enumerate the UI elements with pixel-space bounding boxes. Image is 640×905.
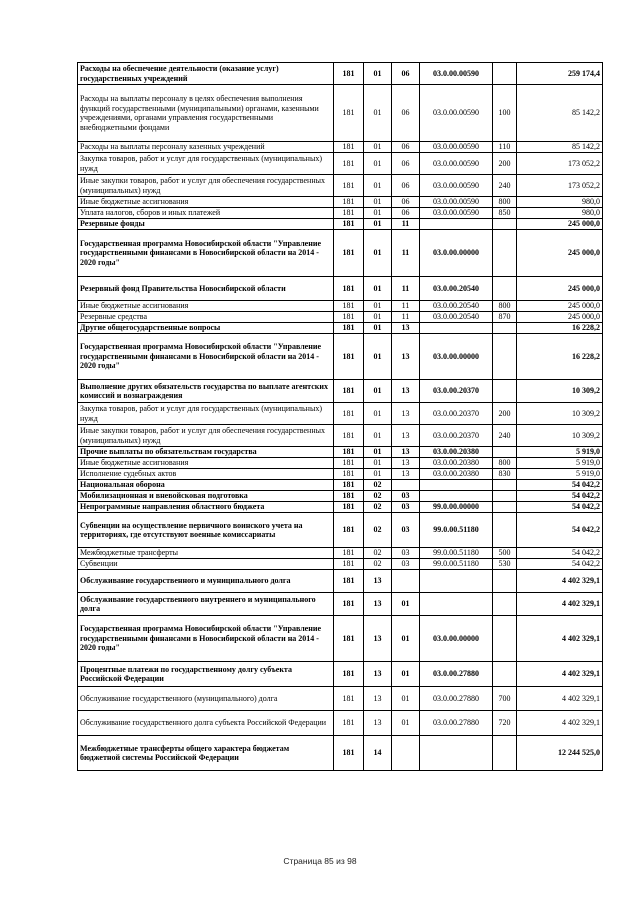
row-section-cell: 13 bbox=[364, 616, 392, 662]
row-subsection-cell: 13 bbox=[392, 334, 420, 380]
row-grbs-cell: 181 bbox=[334, 687, 364, 711]
row-subsection-cell: 11 bbox=[392, 277, 420, 301]
row-grbs-cell: 181 bbox=[334, 548, 364, 559]
row-subsection-cell: 01 bbox=[392, 662, 420, 687]
row-target-article-cell: 03.0.00.27880 bbox=[420, 711, 493, 736]
row-grbs-cell: 181 bbox=[334, 175, 364, 197]
table-row bbox=[78, 548, 603, 559]
row-name-cell: Иные бюджетные ассигнования bbox=[78, 458, 334, 469]
row-target-article-cell bbox=[420, 491, 493, 502]
table-row bbox=[78, 559, 603, 570]
table-row bbox=[78, 616, 603, 662]
row-section-cell: 01 bbox=[364, 85, 392, 142]
row-subsection-cell: 13 bbox=[392, 458, 420, 469]
row-name-cell: Исполнение судебных актов bbox=[78, 469, 334, 480]
row-name-cell: Выполнение других обязательств государства по выплате агентских комиссий и вознаграждения bbox=[78, 380, 334, 403]
row-expense-type-cell bbox=[493, 616, 517, 662]
row-name-cell: Национальная оборона bbox=[78, 480, 334, 491]
row-amount-cell: 980,0 bbox=[517, 197, 603, 208]
row-expense-type-cell bbox=[493, 736, 517, 771]
row-section-cell: 02 bbox=[364, 559, 392, 570]
row-expense-type-cell: 850 bbox=[493, 208, 517, 219]
row-section-cell: 13 bbox=[364, 711, 392, 736]
row-expense-type-cell bbox=[493, 447, 517, 458]
row-name-cell: Межбюджетные трансферты bbox=[78, 548, 334, 559]
row-grbs-cell: 181 bbox=[334, 736, 364, 771]
row-section-cell: 01 bbox=[364, 197, 392, 208]
row-target-article-cell: 03.0.00.00000 bbox=[420, 334, 493, 380]
row-subsection-cell: 06 bbox=[392, 208, 420, 219]
row-grbs-cell: 181 bbox=[334, 491, 364, 502]
table-row bbox=[78, 502, 603, 513]
row-target-article-cell: 03.0.00.20380 bbox=[420, 458, 493, 469]
table-row bbox=[78, 458, 603, 469]
row-section-cell: 01 bbox=[364, 230, 392, 277]
row-amount-cell: 5 919,0 bbox=[517, 447, 603, 458]
row-subsection-cell: 01 bbox=[392, 687, 420, 711]
row-section-cell: 02 bbox=[364, 480, 392, 491]
row-section-cell: 01 bbox=[364, 425, 392, 447]
row-amount-cell: 4 402 329,1 bbox=[517, 570, 603, 593]
row-subsection-cell: 13 bbox=[392, 323, 420, 334]
row-section-cell: 14 bbox=[364, 736, 392, 771]
row-target-article-cell: 99.0.00.51180 bbox=[420, 548, 493, 559]
row-target-article-cell: 03.0.00.20380 bbox=[420, 469, 493, 480]
row-grbs-cell: 181 bbox=[334, 153, 364, 175]
row-target-article-cell: 03.0.00.00590 bbox=[420, 208, 493, 219]
row-name-cell: Обслуживание государственного внутреннего и муниципального долга bbox=[78, 593, 334, 616]
row-grbs-cell: 181 bbox=[334, 312, 364, 323]
row-subsection-cell: 06 bbox=[392, 197, 420, 208]
row-expense-type-cell bbox=[493, 277, 517, 301]
table-row bbox=[78, 230, 603, 277]
row-target-article-cell: 03.0.00.27880 bbox=[420, 687, 493, 711]
budget-table-body bbox=[78, 63, 603, 771]
row-expense-type-cell bbox=[493, 662, 517, 687]
row-name-cell: Межбюджетные трансферты общего характера бюджетам бюджетной системы Российской Федерации bbox=[78, 736, 334, 771]
row-amount-cell: 245 000,0 bbox=[517, 301, 603, 312]
row-grbs-cell: 181 bbox=[334, 458, 364, 469]
table-row bbox=[78, 334, 603, 380]
table-row bbox=[78, 219, 603, 230]
row-amount-cell: 245 000,0 bbox=[517, 277, 603, 301]
row-name-cell: Уплата налогов, сборов и иных платежей bbox=[78, 208, 334, 219]
row-amount-cell: 245 000,0 bbox=[517, 230, 603, 277]
row-grbs-cell: 181 bbox=[334, 447, 364, 458]
row-expense-type-cell bbox=[493, 570, 517, 593]
table-row bbox=[78, 447, 603, 458]
table-row bbox=[78, 425, 603, 447]
row-target-article-cell: 99.0.00.51180 bbox=[420, 559, 493, 570]
table-row bbox=[78, 63, 603, 85]
table-row bbox=[78, 277, 603, 301]
row-section-cell: 13 bbox=[364, 593, 392, 616]
table-row bbox=[78, 85, 603, 142]
row-name-cell: Государственная программа Новосибирской области "Управление государственными финансами в Новосибирской области на 2014 - 2020 годы" bbox=[78, 616, 334, 662]
row-section-cell: 02 bbox=[364, 491, 392, 502]
row-name-cell: Иные закупки товаров, работ и услуг для обеспечения государственных (муниципальных) нужд bbox=[78, 425, 334, 447]
row-name-cell: Государственная программа Новосибирской области "Управление государственными финансами в Новосибирской области на 2014 - 2020 годы" bbox=[78, 230, 334, 277]
row-expense-type-cell: 110 bbox=[493, 142, 517, 153]
row-target-article-cell: 03.0.00.20540 bbox=[420, 312, 493, 323]
row-subsection-cell: 03 bbox=[392, 559, 420, 570]
row-section-cell: 01 bbox=[364, 334, 392, 380]
row-target-article-cell: 03.0.00.20540 bbox=[420, 301, 493, 312]
table-row bbox=[78, 403, 603, 425]
row-target-article-cell: 03.0.00.00590 bbox=[420, 63, 493, 85]
row-subsection-cell: 13 bbox=[392, 469, 420, 480]
budget-table bbox=[77, 62, 603, 771]
row-grbs-cell: 181 bbox=[334, 480, 364, 491]
row-grbs-cell: 181 bbox=[334, 85, 364, 142]
row-subsection-cell: 01 bbox=[392, 616, 420, 662]
row-name-cell: Мобилизационная и вневойсковая подготовка bbox=[78, 491, 334, 502]
row-expense-type-cell: 700 bbox=[493, 687, 517, 711]
row-grbs-cell: 181 bbox=[334, 277, 364, 301]
row-subsection-cell: 03 bbox=[392, 548, 420, 559]
table-row bbox=[78, 208, 603, 219]
row-name-cell: Непрограммные направления областного бюджета bbox=[78, 502, 334, 513]
row-grbs-cell: 181 bbox=[334, 380, 364, 403]
row-amount-cell: 85 142,2 bbox=[517, 142, 603, 153]
row-subsection-cell: 03 bbox=[392, 491, 420, 502]
row-name-cell: Закупка товаров, работ и услуг для государственных (муниципальных) нужд bbox=[78, 153, 334, 175]
row-grbs-cell: 181 bbox=[334, 662, 364, 687]
row-section-cell: 01 bbox=[364, 458, 392, 469]
row-amount-cell: 4 402 329,1 bbox=[517, 593, 603, 616]
row-subsection-cell: 06 bbox=[392, 142, 420, 153]
row-section-cell: 01 bbox=[364, 153, 392, 175]
row-amount-cell: 16 228,2 bbox=[517, 323, 603, 334]
row-amount-cell: 16 228,2 bbox=[517, 334, 603, 380]
table-row bbox=[78, 687, 603, 711]
row-expense-type-cell bbox=[493, 380, 517, 403]
row-expense-type-cell: 530 bbox=[493, 559, 517, 570]
row-section-cell: 01 bbox=[364, 403, 392, 425]
row-amount-cell: 54 042,2 bbox=[517, 491, 603, 502]
row-grbs-cell: 181 bbox=[334, 570, 364, 593]
row-section-cell: 02 bbox=[364, 548, 392, 559]
row-expense-type-cell: 870 bbox=[493, 312, 517, 323]
row-name-cell: Резервные средства bbox=[78, 312, 334, 323]
row-grbs-cell: 181 bbox=[334, 197, 364, 208]
row-name-cell: Расходы на обеспечение деятельности (оказание услуг) государственных учреждений bbox=[78, 63, 334, 85]
row-amount-cell: 5 919,0 bbox=[517, 469, 603, 480]
row-expense-type-cell bbox=[493, 502, 517, 513]
row-target-article-cell: 03.0.00.20540 bbox=[420, 277, 493, 301]
row-grbs-cell: 181 bbox=[334, 230, 364, 277]
row-subsection-cell: 13 bbox=[392, 380, 420, 403]
row-grbs-cell: 181 bbox=[334, 425, 364, 447]
row-amount-cell: 259 174,4 bbox=[517, 63, 603, 85]
row-target-article-cell: 03.0.00.00590 bbox=[420, 197, 493, 208]
row-name-cell: Иные закупки товаров, работ и услуг для обеспечения государственных (муниципальных) нужд bbox=[78, 175, 334, 197]
table-row bbox=[78, 593, 603, 616]
row-section-cell: 01 bbox=[364, 447, 392, 458]
row-section-cell: 01 bbox=[364, 301, 392, 312]
row-subsection-cell: 01 bbox=[392, 711, 420, 736]
row-grbs-cell: 181 bbox=[334, 208, 364, 219]
row-expense-type-cell bbox=[493, 219, 517, 230]
row-section-cell: 01 bbox=[364, 208, 392, 219]
row-grbs-cell: 181 bbox=[334, 142, 364, 153]
row-amount-cell: 4 402 329,1 bbox=[517, 711, 603, 736]
row-grbs-cell: 181 bbox=[334, 301, 364, 312]
page-footer: Страница 85 из 98 bbox=[283, 856, 357, 866]
row-expense-type-cell bbox=[493, 63, 517, 85]
row-grbs-cell: 181 bbox=[334, 711, 364, 736]
row-section-cell: 01 bbox=[364, 323, 392, 334]
row-subsection-cell: 11 bbox=[392, 301, 420, 312]
table-row bbox=[78, 312, 603, 323]
row-expense-type-cell: 800 bbox=[493, 197, 517, 208]
row-amount-cell: 5 919,0 bbox=[517, 458, 603, 469]
row-subsection-cell: 13 bbox=[392, 403, 420, 425]
row-subsection-cell: 03 bbox=[392, 513, 420, 548]
row-target-article-cell: 03.0.00.00590 bbox=[420, 175, 493, 197]
table-row bbox=[78, 662, 603, 687]
row-amount-cell: 54 042,2 bbox=[517, 513, 603, 548]
row-target-article-cell: 03.0.00.27880 bbox=[420, 662, 493, 687]
row-name-cell: Обслуживание государственного и муниципального долга bbox=[78, 570, 334, 593]
row-target-article-cell: 03.0.00.20370 bbox=[420, 380, 493, 403]
row-expense-type-cell: 200 bbox=[493, 153, 517, 175]
row-grbs-cell: 181 bbox=[334, 334, 364, 380]
row-grbs-cell: 181 bbox=[334, 63, 364, 85]
row-target-article-cell: 99.0.00.00000 bbox=[420, 502, 493, 513]
row-subsection-cell bbox=[392, 570, 420, 593]
row-amount-cell: 85 142,2 bbox=[517, 85, 603, 142]
table-row bbox=[78, 380, 603, 403]
row-subsection-cell: 01 bbox=[392, 593, 420, 616]
row-target-article-cell: 03.0.00.00590 bbox=[420, 85, 493, 142]
row-amount-cell: 4 402 329,1 bbox=[517, 687, 603, 711]
table-row bbox=[78, 175, 603, 197]
row-amount-cell: 4 402 329,1 bbox=[517, 662, 603, 687]
row-name-cell: Закупка товаров, работ и услуг для государственных (муниципальных) нужд bbox=[78, 403, 334, 425]
row-target-article-cell: 99.0.00.51180 bbox=[420, 513, 493, 548]
table-row bbox=[78, 570, 603, 593]
row-section-cell: 01 bbox=[364, 380, 392, 403]
row-amount-cell: 10 309,2 bbox=[517, 425, 603, 447]
table-row bbox=[78, 142, 603, 153]
row-name-cell: Расходы на выплаты персоналу в целях обеспечения выполнения функций государственными (муниципальными) органами, казенными учреждениями, органами управления государственными внебюджетными фондами bbox=[78, 85, 334, 142]
row-expense-type-cell bbox=[493, 513, 517, 548]
row-target-article-cell: 03.0.00.00590 bbox=[420, 142, 493, 153]
row-expense-type-cell bbox=[493, 593, 517, 616]
row-expense-type-cell bbox=[493, 334, 517, 380]
row-name-cell: Процентные платежи по государственному долгу субъекта Российской Федерации bbox=[78, 662, 334, 687]
row-amount-cell: 173 052,2 bbox=[517, 153, 603, 175]
row-subsection-cell: 06 bbox=[392, 153, 420, 175]
row-target-article-cell: 03.0.00.00590 bbox=[420, 153, 493, 175]
table-row bbox=[78, 153, 603, 175]
row-amount-cell: 173 052,2 bbox=[517, 175, 603, 197]
row-subsection-cell bbox=[392, 736, 420, 771]
row-target-article-cell bbox=[420, 480, 493, 491]
row-name-cell: Прочие выплаты по обязательствам государства bbox=[78, 447, 334, 458]
row-name-cell: Обслуживание государственного долга субъекта Российской Федерации bbox=[78, 711, 334, 736]
row-target-article-cell bbox=[420, 323, 493, 334]
row-section-cell: 01 bbox=[364, 63, 392, 85]
row-amount-cell: 54 042,2 bbox=[517, 502, 603, 513]
row-expense-type-cell: 800 bbox=[493, 301, 517, 312]
row-subsection-cell: 11 bbox=[392, 219, 420, 230]
row-name-cell: Государственная программа Новосибирской области "Управление государственными финансами в Новосибирской области на 2014 - 2020 годы" bbox=[78, 334, 334, 380]
row-amount-cell: 245 000,0 bbox=[517, 312, 603, 323]
row-expense-type-cell: 830 bbox=[493, 469, 517, 480]
row-grbs-cell: 181 bbox=[334, 593, 364, 616]
row-subsection-cell: 13 bbox=[392, 425, 420, 447]
row-name-cell: Резервный фонд Правительства Новосибирской области bbox=[78, 277, 334, 301]
row-grbs-cell: 181 bbox=[334, 403, 364, 425]
row-section-cell: 13 bbox=[364, 687, 392, 711]
row-subsection-cell: 06 bbox=[392, 63, 420, 85]
table-row bbox=[78, 711, 603, 736]
row-amount-cell: 54 042,2 bbox=[517, 559, 603, 570]
row-subsection-cell: 13 bbox=[392, 447, 420, 458]
row-name-cell: Субвенции bbox=[78, 559, 334, 570]
row-subsection-cell: 11 bbox=[392, 312, 420, 323]
row-section-cell: 01 bbox=[364, 142, 392, 153]
row-expense-type-cell bbox=[493, 480, 517, 491]
row-amount-cell: 980,0 bbox=[517, 208, 603, 219]
table-row bbox=[78, 323, 603, 334]
row-expense-type-cell: 100 bbox=[493, 85, 517, 142]
row-amount-cell: 245 000,0 bbox=[517, 219, 603, 230]
row-amount-cell: 54 042,2 bbox=[517, 548, 603, 559]
row-expense-type-cell bbox=[493, 323, 517, 334]
row-subsection-cell: 06 bbox=[392, 85, 420, 142]
row-name-cell: Иные бюджетные ассигнования bbox=[78, 197, 334, 208]
table-row bbox=[78, 469, 603, 480]
table-row bbox=[78, 736, 603, 771]
row-target-article-cell bbox=[420, 593, 493, 616]
row-name-cell: Резервные фонды bbox=[78, 219, 334, 230]
row-expense-type-cell bbox=[493, 230, 517, 277]
row-expense-type-cell bbox=[493, 491, 517, 502]
row-target-article-cell: 03.0.00.20380 bbox=[420, 447, 493, 458]
row-subsection-cell: 06 bbox=[392, 175, 420, 197]
row-target-article-cell bbox=[420, 570, 493, 593]
row-grbs-cell: 181 bbox=[334, 513, 364, 548]
row-expense-type-cell: 200 bbox=[493, 403, 517, 425]
row-section-cell: 13 bbox=[364, 570, 392, 593]
row-section-cell: 01 bbox=[364, 277, 392, 301]
row-target-article-cell: 03.0.00.20370 bbox=[420, 425, 493, 447]
row-target-article-cell: 03.0.00.00000 bbox=[420, 230, 493, 277]
row-expense-type-cell: 240 bbox=[493, 425, 517, 447]
row-amount-cell: 54 042,2 bbox=[517, 480, 603, 491]
row-grbs-cell: 181 bbox=[334, 616, 364, 662]
row-target-article-cell: 03.0.00.20370 bbox=[420, 403, 493, 425]
row-name-cell: Обслуживание государственного (муниципального) долга bbox=[78, 687, 334, 711]
row-grbs-cell: 181 bbox=[334, 469, 364, 480]
row-amount-cell: 12 244 525,0 bbox=[517, 736, 603, 771]
row-expense-type-cell: 800 bbox=[493, 458, 517, 469]
row-section-cell: 01 bbox=[364, 175, 392, 197]
table-row bbox=[78, 513, 603, 548]
row-amount-cell: 10 309,2 bbox=[517, 403, 603, 425]
row-expense-type-cell: 720 bbox=[493, 711, 517, 736]
row-expense-type-cell: 240 bbox=[493, 175, 517, 197]
table-row bbox=[78, 197, 603, 208]
row-name-cell: Расходы на выплаты персоналу казенных учреждений bbox=[78, 142, 334, 153]
row-grbs-cell: 181 bbox=[334, 502, 364, 513]
row-grbs-cell: 181 bbox=[334, 219, 364, 230]
row-section-cell: 01 bbox=[364, 469, 392, 480]
row-grbs-cell: 181 bbox=[334, 323, 364, 334]
table-row bbox=[78, 491, 603, 502]
row-expense-type-cell: 500 bbox=[493, 548, 517, 559]
row-section-cell: 02 bbox=[364, 513, 392, 548]
row-name-cell: Иные бюджетные ассигнования bbox=[78, 301, 334, 312]
row-section-cell: 01 bbox=[364, 312, 392, 323]
row-target-article-cell bbox=[420, 219, 493, 230]
row-target-article-cell: 03.0.00.00000 bbox=[420, 616, 493, 662]
row-grbs-cell: 181 bbox=[334, 559, 364, 570]
row-amount-cell: 4 402 329,1 bbox=[517, 616, 603, 662]
row-subsection-cell: 03 bbox=[392, 502, 420, 513]
row-subsection-cell bbox=[392, 480, 420, 491]
row-target-article-cell bbox=[420, 736, 493, 771]
table-row bbox=[78, 480, 603, 491]
row-name-cell: Субвенции на осуществление первичного воинского учета на территориях, где отсутствуют военные комиссариаты bbox=[78, 513, 334, 548]
row-section-cell: 01 bbox=[364, 219, 392, 230]
row-section-cell: 13 bbox=[364, 662, 392, 687]
row-section-cell: 02 bbox=[364, 502, 392, 513]
row-subsection-cell: 11 bbox=[392, 230, 420, 277]
table-row bbox=[78, 301, 603, 312]
row-amount-cell: 10 309,2 bbox=[517, 380, 603, 403]
row-name-cell: Другие общегосударственные вопросы bbox=[78, 323, 334, 334]
